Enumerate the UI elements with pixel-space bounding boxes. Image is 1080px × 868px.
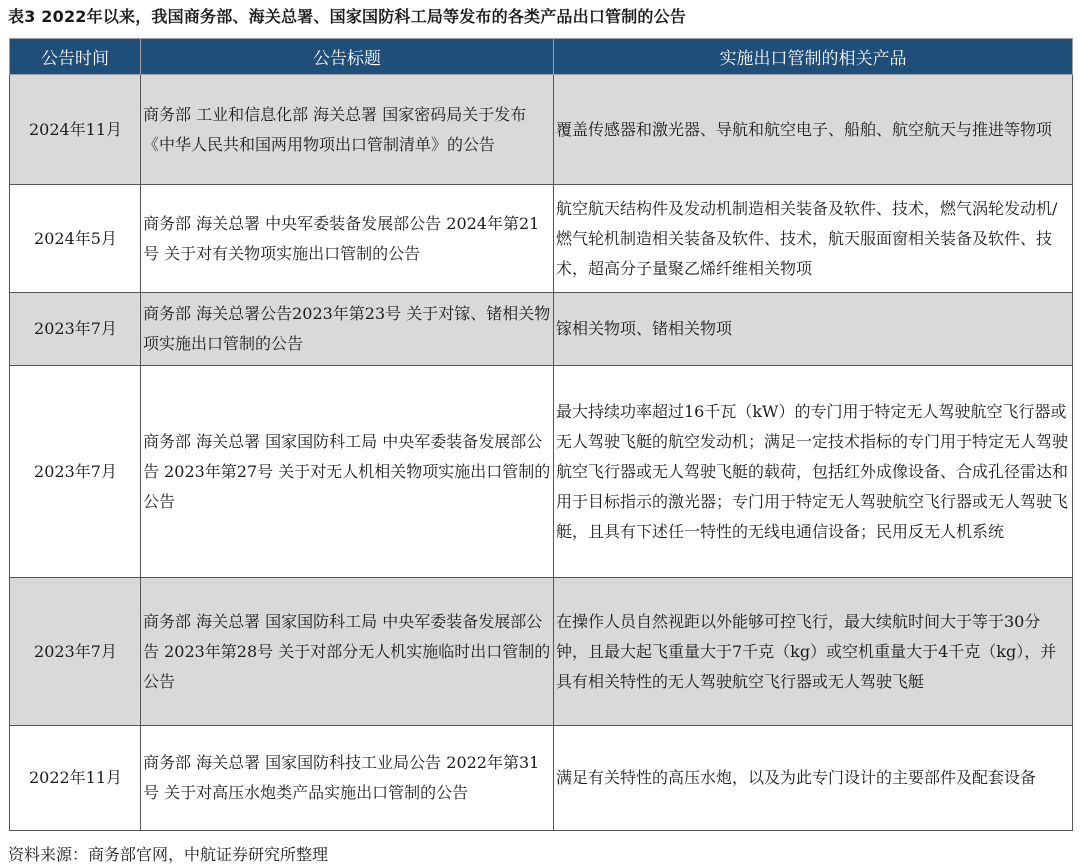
table-row (10, 726, 1073, 831)
row-products: 在操作人员自然视距以外能够可控飞行，最大续航时间大于等于30分钟，且最大起飞重量大于7千克（kg）或空机重量大于4千克（kg），并具有相关特性的无人驾驶航空飞行器或无人驾驶飞艇 (554, 578, 1073, 726)
row-title: 商务部 工业和信息化部 海关总署 国家密码局关于发布《中华人民共和国两用物项出口管制清单》的公告 (141, 75, 554, 185)
row-date: 2022年11月 (10, 726, 141, 831)
table-caption: 表3 2022年以来，我国商务部、海关总署、国家国防科工局等发布的各类产品出口管制的公告 (8, 7, 687, 26)
row-date: 2024年11月 (10, 75, 141, 185)
table-row (10, 578, 1073, 726)
table-header-row (10, 39, 1073, 75)
row-products: 镓相关物项、锗相关物项 (554, 293, 1073, 366)
table-row (10, 75, 1073, 185)
row-products: 最大持续功率超过16千瓦（kW）的专门用于特定无人驾驶航空飞行器或无人驾驶飞艇的航空发动机；满足一定技术指标的专门用于特定无人驾驶航空飞行器或无人驾驶飞艇的载荷，包括红外成像设备、合成孔径雷达和用于目标指示的激光器；专门用于特定无人驾驶航空飞行器或无人驾驶飞艇，且具有下述任一特性的无线电通信设备；民用反无人机系统 (554, 366, 1073, 578)
row-title: 商务部 海关总署 国家国防科工局 中央军委装备发展部公告 2023年第27号 关于对无人机相关物项实施出口管制的公告 (141, 366, 554, 578)
export-control-table (9, 38, 1073, 831)
table-row (10, 185, 1073, 293)
row-title: 商务部 海关总署 国家国防科工局 中央军委装备发展部公告 2023年第28号 关于对部分无人机实施临时出口管制的公告 (141, 578, 554, 726)
source-note: 资料来源：商务部官网，中航证券研究所整理 (8, 845, 329, 864)
row-date: 2023年7月 (10, 578, 141, 726)
column-header-title: 公告标题 (141, 39, 554, 75)
row-date: 2024年5月 (10, 185, 141, 293)
row-products: 满足有关特性的高压水炮，以及为此专门设计的主要部件及配套设备 (554, 726, 1073, 831)
column-header-date: 公告时间 (10, 39, 141, 75)
row-products: 航空航天结构件及发动机制造相关装备及软件、技术，燃气涡轮发动机/燃气轮机制造相关装备及软件、技术，航天服面窗相关装备及软件、技术，超高分子量聚乙烯纤维相关物项 (554, 185, 1073, 293)
table-row (10, 293, 1073, 366)
row-title: 商务部 海关总署 中央军委装备发展部公告 2024年第21号 关于对有关物项实施出口管制的公告 (141, 185, 554, 293)
row-products: 覆盖传感器和激光器、导航和航空电子、船舶、航空航天与推进等物项 (554, 75, 1073, 185)
table-row (10, 366, 1073, 578)
row-date: 2023年7月 (10, 293, 141, 366)
row-title: 商务部 海关总署 国家国防科技工业局公告 2022年第31号 关于对高压水炮类产品实施出口管制的公告 (141, 726, 554, 831)
column-header-products: 实施出口管制的相关产品 (554, 39, 1073, 75)
row-date: 2023年7月 (10, 366, 141, 578)
row-title: 商务部 海关总署公告2023年第23号 关于对镓、锗相关物项实施出口管制的公告 (141, 293, 554, 366)
